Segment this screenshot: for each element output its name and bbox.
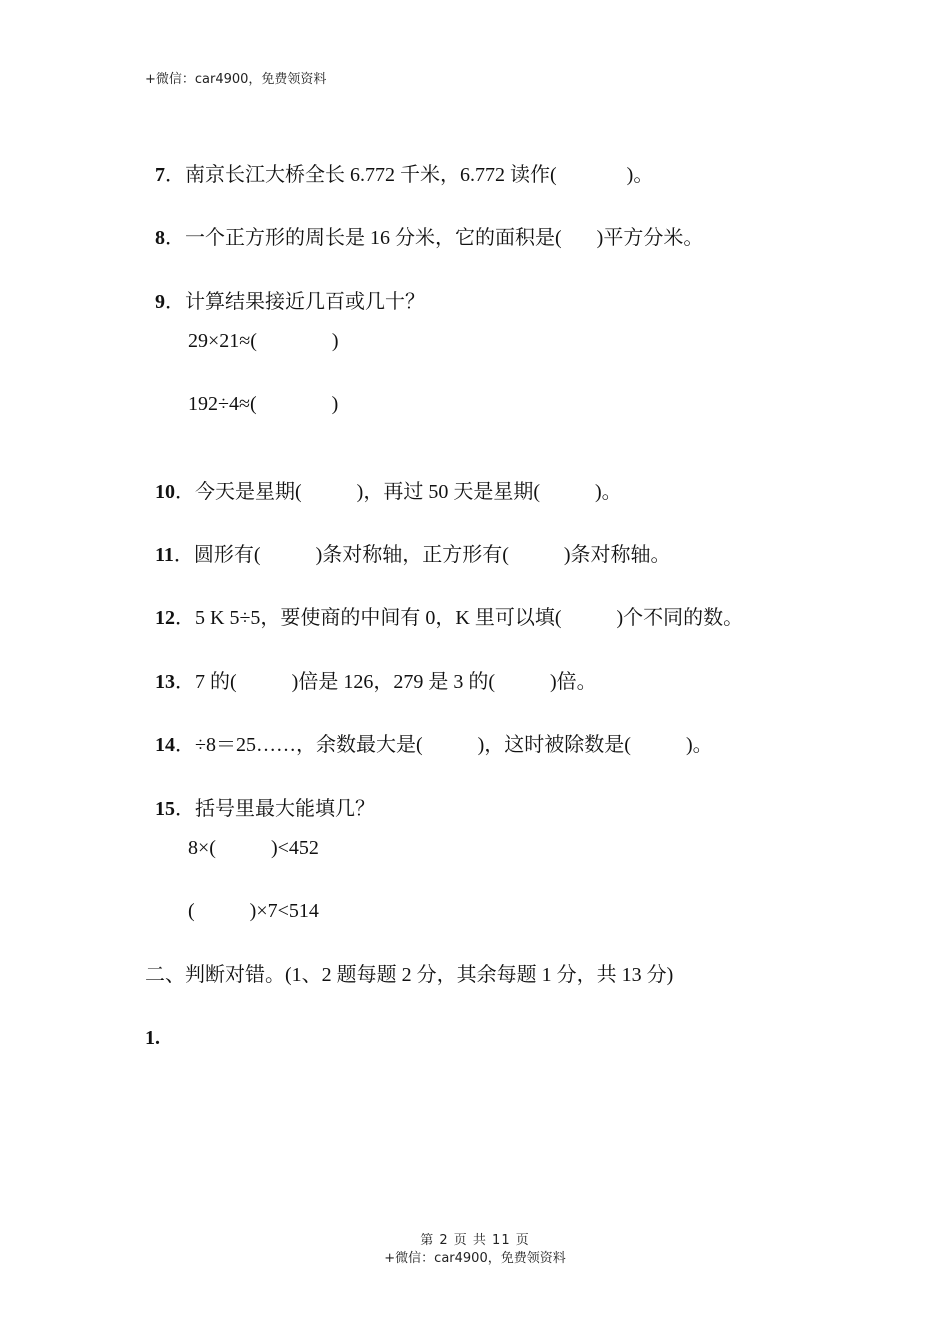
- question-14: [145, 709, 713, 757]
- question-13: [145, 646, 597, 694]
- question-9-sub-2: 192÷4≈( ): [188, 393, 339, 415]
- question-7: [145, 139, 653, 187]
- question-8: [145, 202, 703, 250]
- question-9-sub-1: 29×21≈( ): [188, 330, 339, 352]
- question-text: 括号里最大能填几？: [195, 798, 375, 820]
- question-9: [145, 266, 425, 314]
- question-sep: ．: [165, 227, 185, 249]
- question-number: 10: [155, 481, 175, 503]
- question-sep: ．: [175, 671, 195, 693]
- footer-watermark-note: +微信：car4900，免费领资料: [384, 1251, 566, 1266]
- question-number: 14: [155, 734, 175, 756]
- section-title: 二、判断对错。(1、2 题每题 2 分，其余每题 1 分，共 13 分): [145, 964, 674, 986]
- question-number: 8: [155, 227, 165, 249]
- page-number: 第 2 页 共 11 页: [420, 1233, 530, 1248]
- question-number: 12: [155, 607, 175, 629]
- question-number: 15: [155, 798, 175, 820]
- question-15: [145, 773, 375, 821]
- question-sep: ．: [165, 164, 185, 186]
- question-sep: ．: [165, 291, 185, 313]
- question-text: 今天是星期( )，再过 50 天是星期( )。: [195, 481, 622, 503]
- question-text: 圆形有( )条对称轴，正方形有( )条对称轴。: [193, 544, 671, 566]
- question-15-sub-1: 8×( )<452: [188, 837, 319, 859]
- next-item-number: 1.: [145, 1027, 160, 1049]
- question-10: [145, 456, 622, 504]
- question-text: 一个正方形的周长是 16 分米，它的面积是( )平方分米。: [185, 227, 704, 249]
- question-11: [145, 519, 671, 567]
- question-sep: ．: [175, 607, 195, 629]
- question-sep: ．: [175, 734, 195, 756]
- question-sep: ．: [173, 544, 194, 566]
- question-number: 7: [155, 164, 165, 186]
- question-text: 南京长江大桥全长 6.772 千米，6.772 读作( )。: [185, 164, 654, 186]
- header-watermark-note: +微信：car4900，免费领资料: [145, 72, 327, 87]
- question-text: 7 的( )倍是 126，279 是 3 的( )倍。: [195, 671, 597, 693]
- question-number: 9: [155, 291, 165, 313]
- question-15-sub-2: ( )×7<514: [188, 900, 319, 922]
- question-text: 5 K 5÷5，要使商的中间有 0，K 里可以填( )个不同的数。: [195, 607, 744, 629]
- question-number: 13: [155, 671, 175, 693]
- question-sep: ．: [175, 481, 195, 503]
- question-sep: ．: [175, 798, 195, 820]
- question-text: 计算结果接近几百或几十？: [185, 291, 425, 313]
- question-12: [145, 582, 743, 630]
- question-number: 11: [155, 544, 174, 566]
- question-text: ÷8＝25……，余数最大是( )，这时被除数是( )。: [195, 734, 713, 756]
